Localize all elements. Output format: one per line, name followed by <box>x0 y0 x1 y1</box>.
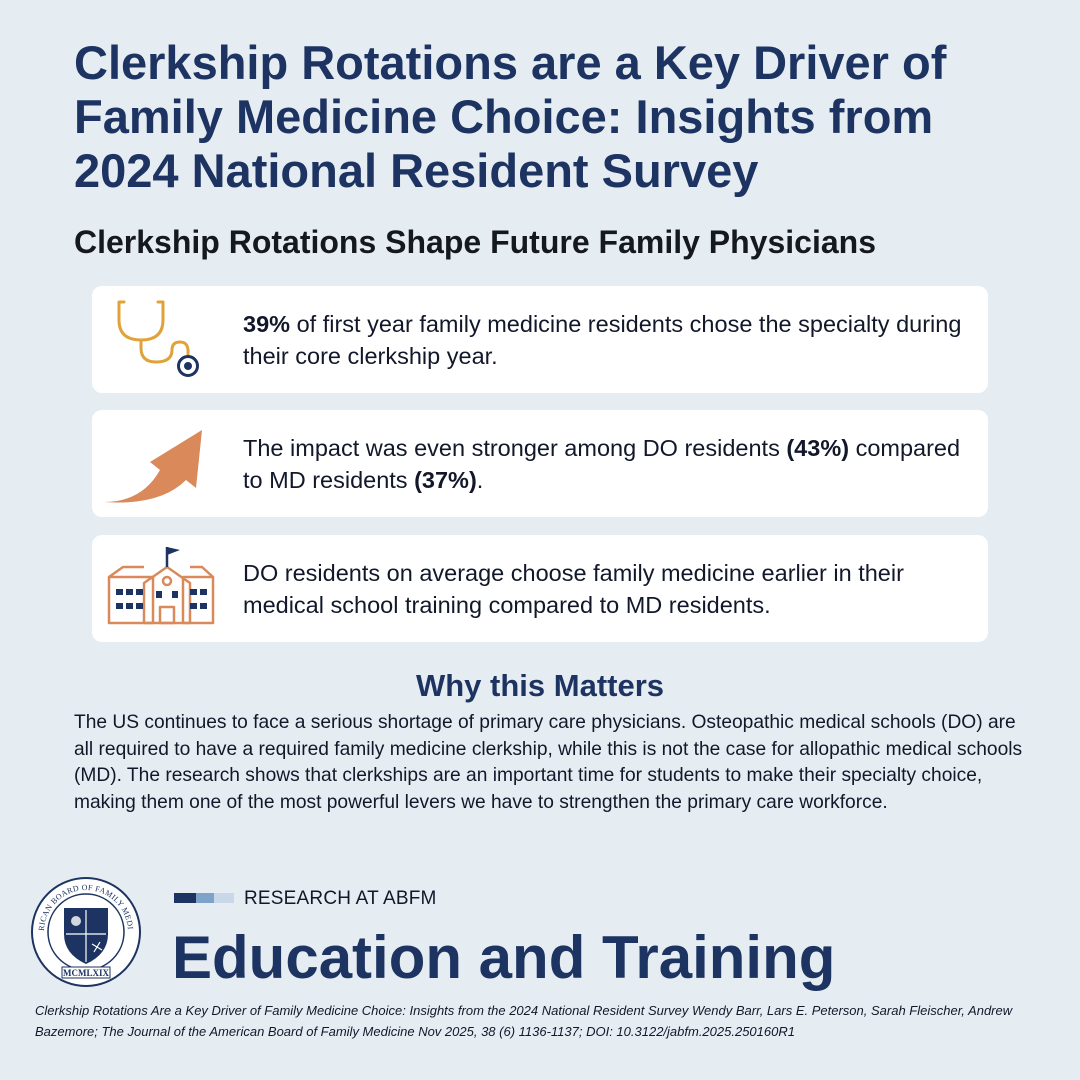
why-body: The US continues to face a serious shortage of primary care physicians. Osteopathic medical schools (DO) are all required to have a required family medicine clerkship, while this is not the case for allopathic medical schools (MD). The research shows that clerkships are an important time for students to make their specialty choice, making them one of the most powerful levers we have to strengthen the primary care workforce. <box>74 712 1023 813</box>
stat-card-clerkship-year <box>92 286 988 393</box>
stat-description: of first year family medicine residents chose the specialty during their core clerkship year. <box>243 310 962 369</box>
md-percent: (37%) <box>414 466 477 493</box>
seal-year: MCMLXIX <box>63 968 109 978</box>
stat-card-do-vs-md <box>92 410 988 517</box>
page-subtitle: Clerkship Rotations Shape Future Family Physicians <box>74 224 876 260</box>
card-text <box>243 535 973 642</box>
why-heading: Why this Matters <box>415 668 665 703</box>
arrow-up-icon <box>92 410 232 517</box>
stat-card-do-earlier <box>92 535 988 642</box>
research-label: RESEARCH AT ABFM <box>244 888 437 909</box>
card-description: DO residents on average choose family medicine earlier in their medical school training compared to MD residents. <box>243 559 904 618</box>
text-part: The impact was even stronger among DO residents <box>243 434 787 461</box>
do-percent: (43%) <box>786 434 850 461</box>
abfm-seal-logo <box>30 876 142 988</box>
seal-text: RICAN BOARD OF FAMILY MEDI <box>36 882 135 932</box>
text-part: . <box>476 466 484 493</box>
page-title: Clerkship Rotations are a Key Driver of Family Medicine Choice: Insights from 2024 National Resident Survey <box>74 36 947 197</box>
text-part: compared to MD residents <box>243 434 961 493</box>
stethoscope-icon <box>92 286 232 393</box>
card-text <box>243 286 973 393</box>
section-title: Education and Training <box>172 924 836 991</box>
stat-value: 39% <box>243 310 291 337</box>
decorative-bars <box>174 893 234 903</box>
citation: Clerkship Rotations Are a Key Driver of Family Medicine Choice: Insights from the 2024 National Resident Survey Wendy Barr, Lars E. Peterson, Sarah Fleischer, Andrew Bazemore; The Journal of the American Board of Family Medicine Nov 2025, 38 (6) 1136-1137; DOI: 10.3122/jabfm.2025.250160R1 <box>35 1003 1013 1039</box>
school-building-icon <box>92 535 232 642</box>
card-text <box>243 410 973 517</box>
